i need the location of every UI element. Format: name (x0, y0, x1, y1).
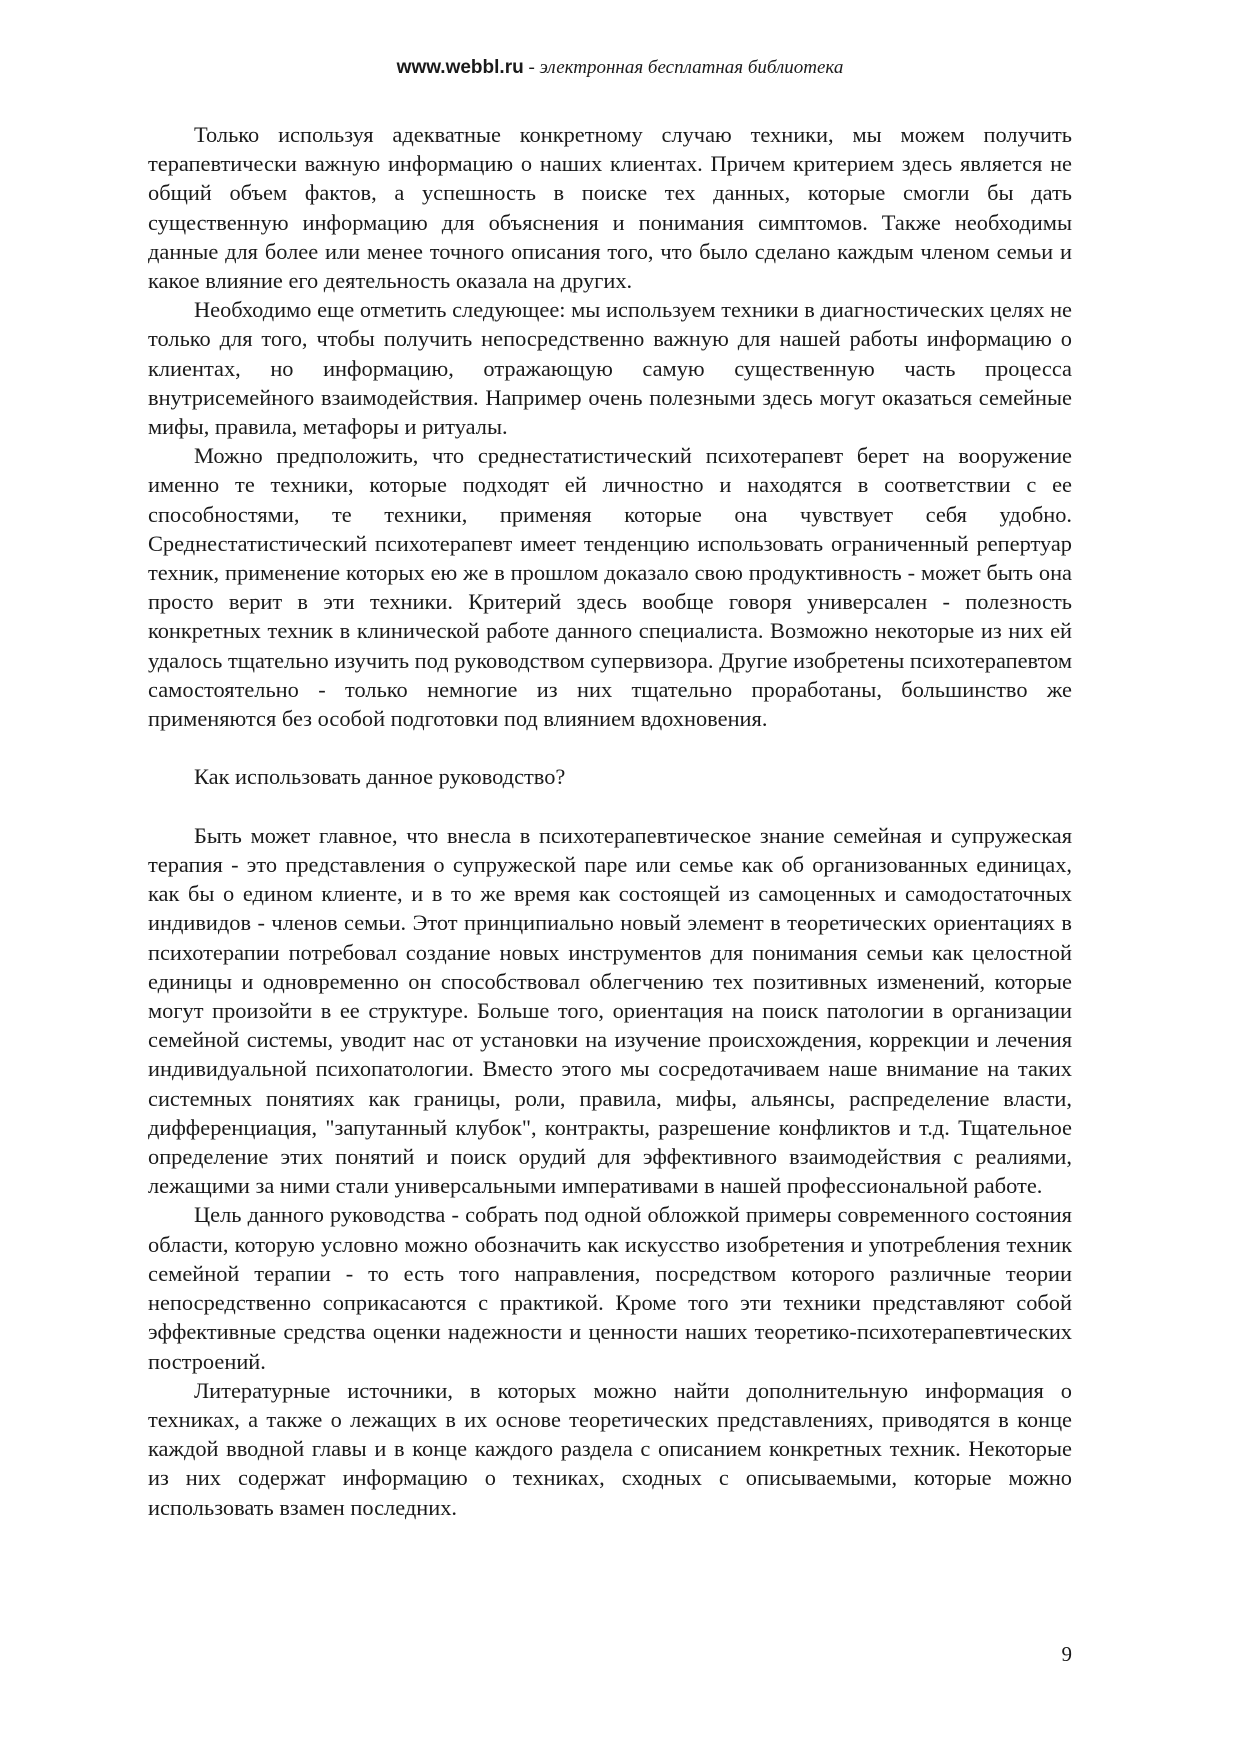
page-number: 9 (1061, 1642, 1072, 1666)
document-body (148, 120, 1072, 1522)
site-tagline: - электронная бесплатная библиотека (523, 57, 844, 78)
page-header (0, 56, 1240, 80)
site-url[interactable]: www.webbl.ru (396, 57, 524, 78)
paragraph-4: Быть может главное, что внесла в психотерапевтическое знание семейная и супружеская терапия - это представления о супружеской паре или семье как об организованных единицах, как бы о едином клиенте, и в то же время как состоящей из самоценных и самодостаточных индивидов - членов семьи. Этот принципиально новый элемент в теоретических ориентациях в психотерапии потребовал создание новых инструментов для понимания семьи как целостной единицы и одновременно он способствовал облегчению тех позитивных изменений, которые могут произойти в ее структуре. Больше того, ориентация на поиск патологии в организации семейной системы, уводит нас от установки на изучение происхождения, коррекции и лечения индивидуальной психопатологии. Вместо этого мы сосредотачиваем наше внимание на таких системных понятиях как границы, роли, правила, мифы, альянсы, распределение власти, дифференциация, "запутанный клубок", контракты, разрешение конфликтов и т.д. Тщательное определение этих понятий и поиск орудий для эффективного взаимодействия с реалиями, лежащими за ними стали универсальными императивами в нашей профессиональной работе. (148, 822, 1072, 1199)
paragraph-2: Необходимо еще отметить следующее: мы используем техники в диагностических целях не только для того, чтобы получить непосредственно важную для нашей работы информацию о клиентах, но информацию, отражающую самую существенную часть процесса внутрисемейного взаимодействия. Например очень полезными здесь могут оказаться семейные мифы, правила, метафоры и ритуалы. (148, 297, 1072, 440)
paragraph-1: Только используя адекватные конкретному случаю техники, мы можем получить терапевтически важную информацию о наших клиентах. Причем критерием здесь является не общий объем фактов, а успешность в поиске тех данных, которые смогли бы дать существенную информацию для объяснения и понимания симптомов. Также необходимы данные для более или менее точного описания того, что было сделано каждым членом семьи и какое влияние его деятельность оказала на других. (148, 122, 1072, 294)
paragraph-3: Можно предположить, что среднестатистический психотерапевт берет на вооружение именно те техники, которые подходят ей личностно и находятся в соответствии с ее способностями, те техники, применяя которые она чувствует себя удобно. Среднестатистический психотерапевт имеет тенденцию использовать ограниченный репертуар техник, применение которых ею же в прошлом доказало свою продуктивность - может быть она просто верит в эти техники. Критерий здесь вообще говоря универсален - полезность конкретных техник в клинической работе данного специалиста. Возможно некоторые из них ей удалось тщательно изучить под руководством супервизора. Другие изобретены психотерапевтом самостоятельно - только немногие из них тщательно проработаны, большинство же применяются без особой подготовки под влиянием вдохновения. (148, 443, 1072, 732)
section-heading: Как использовать данное руководство? (194, 764, 566, 790)
paragraph-6: Литературные источники, в которых можно найти дополнительную информация о техниках, а также о лежащих в их основе теоретических представлениях, приводятся в конце каждой вводной главы и в конце каждого раздела с описанием конкретных техник. Некоторые из них содержат информацию о техниках, сходных с описываемыми, которые можно использовать взамен последних. (148, 1377, 1072, 1520)
paragraph-5: Цель данного руководства - собрать под одной обложкой примеры современного состояния области, которую условно можно обозначить как искусство изобретения и употребления техник семейной терапии - то есть того направления, посредством которого различные теории непосредственно соприкасаются с практикой. Кроме того эти техники представляют собой эффективные средства оценки надежности и ценности наших теоретико-психотерапевтических построений. (148, 1202, 1072, 1374)
